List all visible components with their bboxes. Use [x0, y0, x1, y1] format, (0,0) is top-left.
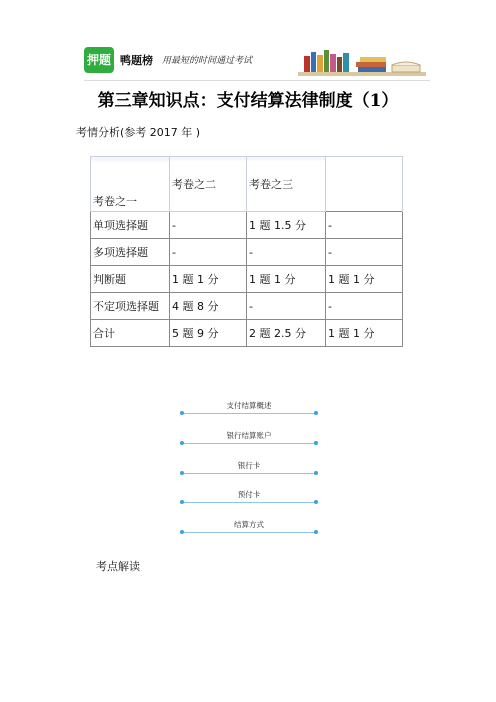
table-row — [91, 266, 403, 293]
flow-node — [180, 519, 318, 533]
table-cell: 多项选择题 — [91, 239, 170, 266]
flow-node-label: 结算方式 — [234, 520, 264, 529]
table-header-cell: 考卷之一 — [91, 157, 170, 212]
table-header-cell: 考卷之二 — [170, 157, 247, 212]
flow-node-label: 预付卡 — [237, 490, 261, 499]
flow-dot-icon — [180, 471, 184, 475]
table-cell: - — [170, 239, 247, 266]
brand-name: 鸭题榜 — [120, 54, 153, 67]
table-header-cell: 考卷之三 — [247, 157, 326, 212]
table-cell: - — [326, 239, 403, 266]
table-cell: 1 题 1 分 — [326, 266, 403, 293]
table-cell: 1 题 1 分 — [170, 266, 247, 293]
table-cell: 1 题 1 分 — [326, 320, 403, 347]
flow-connector-line — [182, 473, 316, 474]
flow-dot-icon — [180, 411, 184, 415]
table-cell: - — [170, 212, 247, 239]
table-cell: - — [326, 212, 403, 239]
flow-node — [180, 430, 318, 444]
table-cell: - — [326, 293, 403, 320]
table-row — [91, 293, 403, 320]
flow-connector-line — [182, 443, 316, 444]
exam-stats-table — [90, 156, 403, 347]
slogan: 用最短的时间通过考试 — [162, 56, 253, 66]
table-row — [91, 212, 403, 239]
flow-dot-icon — [180, 500, 184, 504]
flow-connector-line — [182, 502, 316, 503]
flow-node-label: 银行卡 — [237, 461, 261, 470]
flow-dot-icon — [180, 530, 184, 534]
flow-dot-icon — [314, 411, 318, 415]
flow-node-label: 支付结算概述 — [226, 401, 272, 410]
flow-dot-icon — [314, 441, 318, 445]
table-cell: 单项选择题 — [91, 212, 170, 239]
table-cell: 1 题 1.5 分 — [247, 212, 326, 239]
table-cell: 2 题 2.5 分 — [247, 320, 326, 347]
flow-dot-icon — [314, 471, 318, 475]
books-illustration — [296, 46, 430, 80]
exam-analysis-subtitle: 考情分析(参考 2017 年 ) — [76, 126, 201, 139]
flow-node — [180, 400, 318, 414]
logo-badge: 押题 — [84, 47, 114, 73]
table-row — [91, 239, 403, 266]
table-cell: - — [247, 293, 326, 320]
table-header-cell — [326, 157, 403, 212]
table-cell: 合计 — [91, 320, 170, 347]
flow-dot-icon — [314, 500, 318, 504]
flow-dot-icon — [180, 441, 184, 445]
table-cell: 不定项选择题 — [91, 293, 170, 320]
flow-connector-line — [182, 413, 316, 414]
section-heading: 考点解读 — [96, 560, 140, 573]
flow-node — [180, 460, 318, 474]
table-cell: 判断题 — [91, 266, 170, 293]
page-header — [84, 44, 430, 81]
table-cell: 5 题 9 分 — [170, 320, 247, 347]
page-title: 第三章知识点：支付结算法律制度（1） — [97, 91, 399, 111]
table-row — [91, 320, 403, 347]
flow-connector-line — [182, 532, 316, 533]
flow-dot-icon — [314, 530, 318, 534]
flow-node-label: 银行结算账户 — [226, 431, 272, 440]
table-header-row — [91, 157, 403, 212]
table-cell: 4 题 8 分 — [170, 293, 247, 320]
table-cell: 1 题 1 分 — [247, 266, 326, 293]
table-cell: - — [247, 239, 326, 266]
flow-node — [180, 489, 318, 503]
